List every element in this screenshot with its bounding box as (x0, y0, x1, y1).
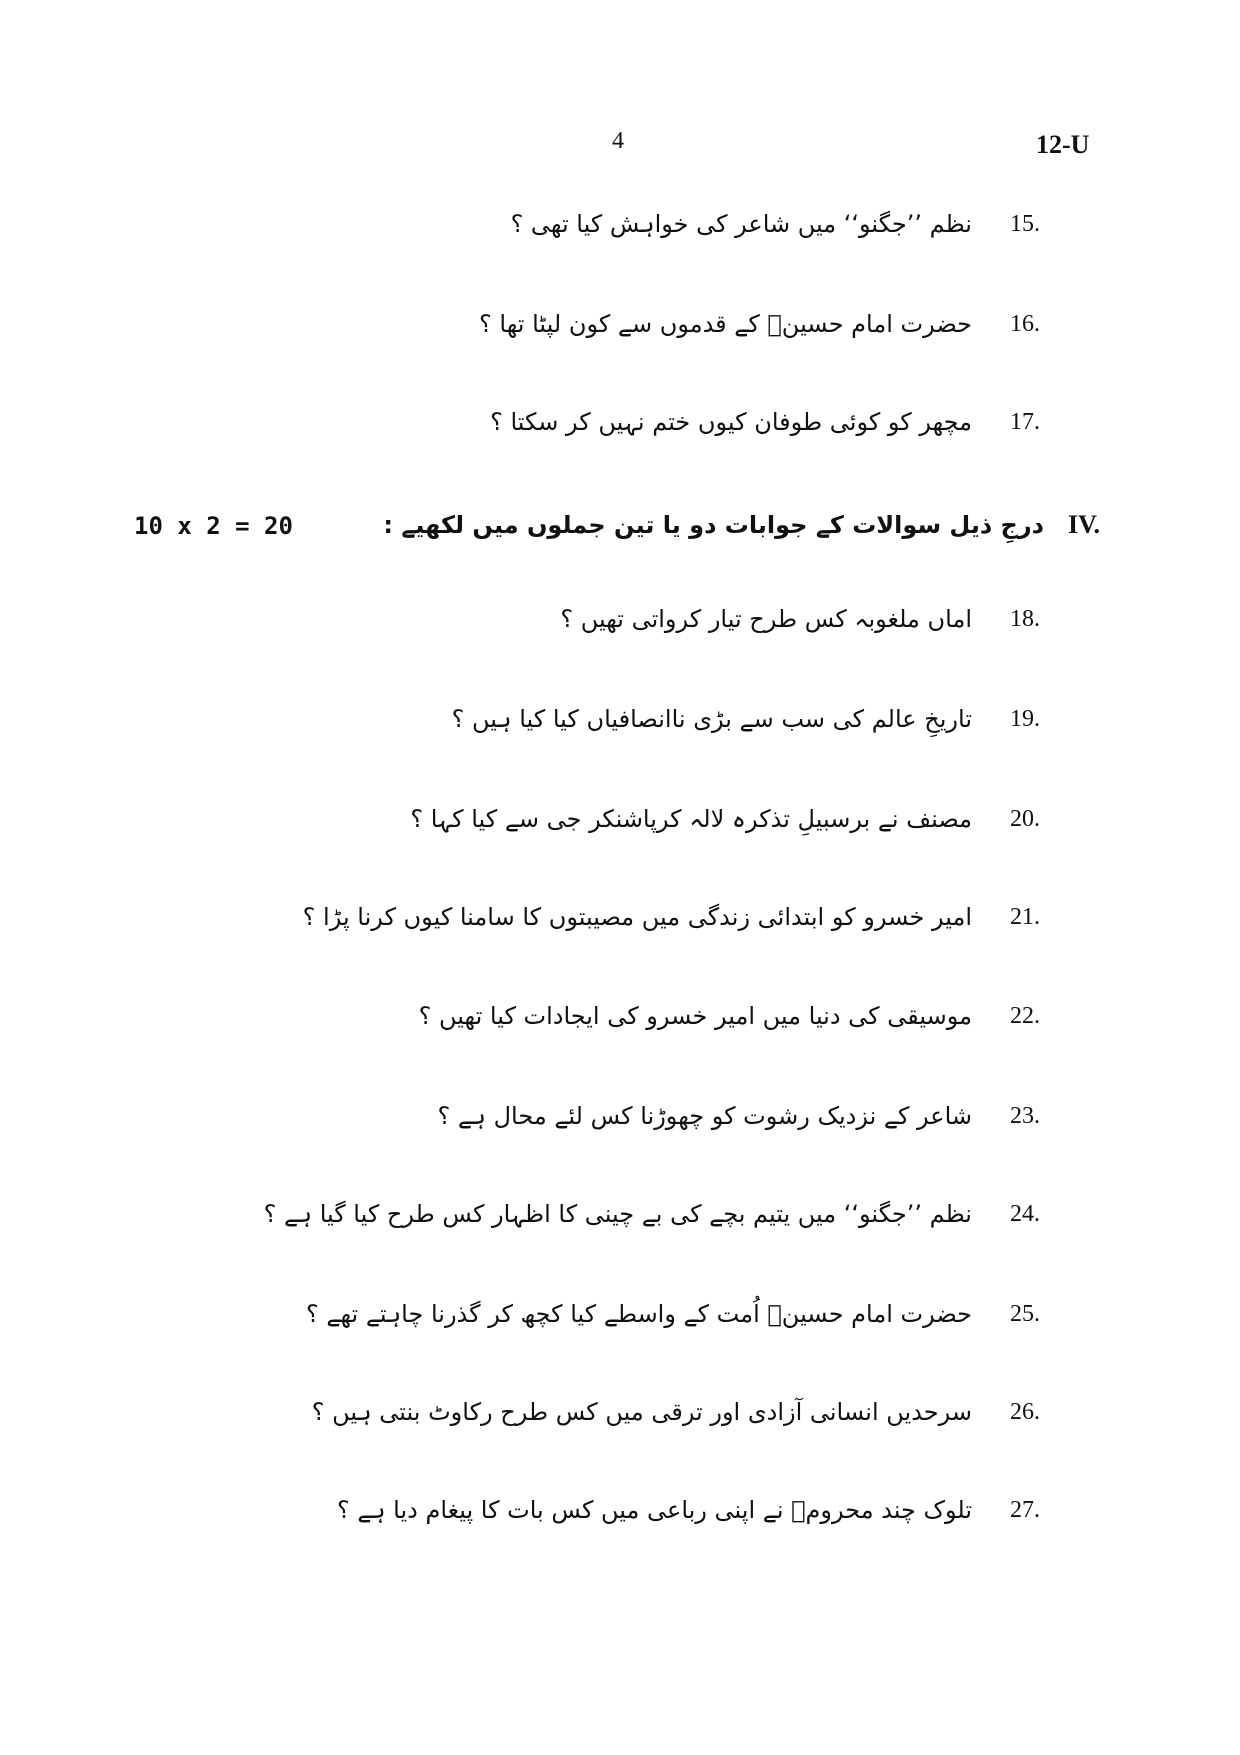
section-number: IV. (1067, 510, 1100, 539)
question-22 (419, 1002, 1040, 1030)
question-number: 23. (1010, 1102, 1040, 1129)
section-title: درجِ ذیل سوالات کے جوابات دو یا تین جملوں میں لکھیے : (383, 511, 1044, 539)
section-marks: 10 x 2 = 20 (134, 512, 293, 540)
question-21 (303, 903, 1040, 931)
question-text: سرحدیں انسانی آزادی اور ترقی میں کس طرح رکاوٹ بنتی ہیں ؟ (311, 1398, 972, 1426)
question-23 (437, 1102, 1040, 1130)
question-text: نظم ’’جگنو‘‘ میں یتیم بچے کی بے چینی کا اظہار کس طرح کیا گیا ہے ؟ (263, 1200, 972, 1228)
question-number: 22. (1010, 1002, 1040, 1029)
question-number: 15. (1010, 210, 1040, 237)
question-19 (452, 705, 1040, 733)
question-number: 20. (1010, 805, 1040, 832)
question-text: تاریخِ عالم کی سب سے بڑی ناانصافیاں کیا کیا ہیں ؟ (451, 705, 972, 733)
question-17 (490, 408, 1040, 436)
question-25 (306, 1300, 1040, 1328)
question-20 (410, 805, 1040, 833)
question-number: 21. (1010, 903, 1040, 930)
question-26 (312, 1398, 1040, 1426)
question-number: 25. (1010, 1300, 1040, 1327)
question-number: 17. (1010, 408, 1040, 435)
question-number: 27. (1010, 1496, 1040, 1523)
question-text: مچھر کو کوئی طوفان کیوں ختم نہیں کر سکتا ؟ (490, 408, 972, 436)
question-text: اماں ملغوبہ کس طرح تیار کرواتی تھیں ؟ (560, 605, 972, 633)
question-number: 18. (1010, 605, 1040, 632)
question-text: شاعر کے نزدیک رشوت کو چھوڑنا کس لئے محال ہے ؟ (437, 1102, 972, 1130)
question-number: 16. (1010, 310, 1040, 337)
question-number: 19. (1010, 705, 1040, 732)
question-text: موسیقی کی دنیا میں امیر خسرو کی ایجادات کیا تھیں ؟ (418, 1002, 972, 1030)
page-number: 4 (612, 128, 624, 154)
question-text: تلوک چند محرومؔ نے اپنی رباعی میں کس بات کا پیغام دیا ہے ؟ (337, 1496, 972, 1524)
question-16 (479, 310, 1040, 338)
section-header (383, 510, 1100, 540)
question-18 (560, 605, 1040, 633)
paper-code: 12-U (1036, 130, 1090, 159)
question-number: 26. (1010, 1398, 1040, 1425)
question-text: مصنف نے برسبیلِ تذکرہ لالہ کرپاشنکر جی سے کیا کہا ؟ (410, 805, 972, 833)
question-text: امیر خسرو کو ابتدائی زندگی میں مصیبتوں کا سامنا کیوں کرنا پڑا ؟ (302, 903, 972, 931)
question-24 (264, 1200, 1040, 1228)
question-text: نظم ’’جگنو‘‘ میں شاعر کی خواہش کیا تھی ؟ (510, 210, 972, 238)
question-15 (511, 210, 1040, 238)
question-text: حضرت امام حسینؓ اُمت کے واسطے کیا کچھ کر گذرنا چاہتے تھے ؟ (306, 1300, 972, 1328)
question-27 (337, 1496, 1040, 1524)
question-text: حضرت امام حسینؓ کے قدموں سے کون لپٹا تھا ؟ (479, 310, 972, 338)
question-number: 24. (1010, 1200, 1040, 1227)
